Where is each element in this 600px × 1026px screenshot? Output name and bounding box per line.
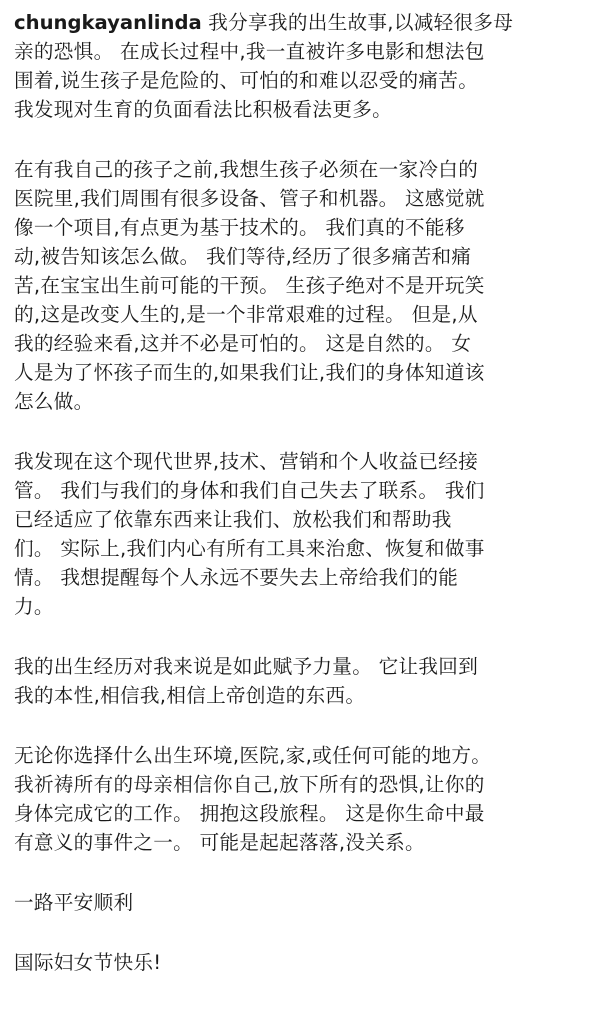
caption-line: 我发现在这个现代世界,技术、营销和个人收益已经接 bbox=[14, 450, 479, 473]
caption-paragraph-2 bbox=[14, 155, 592, 416]
caption-line-text: 我分享我的出生故事,以减轻很多母 bbox=[208, 11, 514, 34]
caption-paragraph-4 bbox=[14, 652, 592, 710]
caption-line: 我祈祷所有的母亲相信你自己,放下所有的恐惧,让你的 bbox=[14, 773, 485, 796]
caption-line: 我的经验来看,这并不必是可怕的。 这是自然的。 女 bbox=[14, 332, 472, 355]
caption-line: 在有我自己的孩子之前,我想生孩子必须在一家冷白的 bbox=[14, 158, 479, 181]
caption-line: 的,这是改变人生的,是一个非常艰难的过程。 但是,从 bbox=[14, 303, 478, 326]
caption-line: 力。 bbox=[14, 595, 54, 618]
caption-line: 国际妇女节快乐! bbox=[14, 951, 162, 974]
caption-line: 无论你选择什么出生环境,医院,家,或任何可能的地方。 bbox=[14, 744, 492, 767]
caption-paragraph-6 bbox=[14, 888, 592, 917]
post-caption bbox=[14, 8, 592, 1008]
caption-line: 怎么做。 bbox=[14, 390, 94, 413]
caption-paragraph-3 bbox=[14, 447, 592, 621]
caption-line: 管。 我们与我们的身体和我们自己失去了联系。 我们 bbox=[14, 479, 485, 502]
caption-line: 围着,说生孩子是危险的、可怕的和难以忍受的痛苦。 bbox=[14, 69, 479, 92]
caption-line: 医院里,我们周围有很多设备、管子和机器。 这感觉就 bbox=[14, 187, 485, 210]
caption-paragraph-5 bbox=[14, 741, 592, 857]
caption-line: 我的出生经历对我来说是如此赋予力量。 它让我回到 bbox=[14, 655, 479, 678]
caption-line bbox=[14, 8, 592, 37]
caption-line: 动,被告知该怎么做。 我们等待,经历了很多痛苦和痛 bbox=[14, 245, 472, 268]
caption-line: 们。 实际上,我们内心有所有工具来治愈、恢复和做事 bbox=[14, 537, 485, 560]
caption-paragraph-7 bbox=[14, 948, 592, 977]
caption-line: 我的本性,相信我,相信上帝创造的东西。 bbox=[14, 684, 366, 707]
caption-line: 情。 我想提醒每个人永远不要失去上帝给我们的能 bbox=[14, 566, 459, 589]
caption-line: 已经适应了依靠东西来让我们、放松我们和帮助我 bbox=[14, 508, 452, 531]
caption-line: 亲的恐惧。 在成长过程中,我一直被许多电影和想法包 bbox=[14, 40, 485, 63]
caption-line: 我发现对生育的负面看法比积极看法更多。 bbox=[14, 98, 392, 121]
caption-line: 有意义的事件之一。 可能是起起落落,没关系。 bbox=[14, 831, 425, 854]
caption-paragraph-1 bbox=[14, 8, 592, 124]
caption-line: 身体完成它的工作。 拥抱这段旅程。 这是你生命中最 bbox=[14, 802, 485, 825]
username-link[interactable]: chungkayanlinda bbox=[14, 11, 202, 34]
caption-line: 像一个项目,有点更为基于技术的。 我们真的不能移 bbox=[14, 216, 465, 239]
caption-line: 人是为了怀孩子而生的,如果我们让,我们的身体知道该 bbox=[14, 361, 485, 384]
caption-line: 一路平安顺利 bbox=[14, 891, 134, 914]
caption-line: 苦,在宝宝出生前可能的干预。 生孩子绝对不是开玩笑 bbox=[14, 274, 485, 297]
